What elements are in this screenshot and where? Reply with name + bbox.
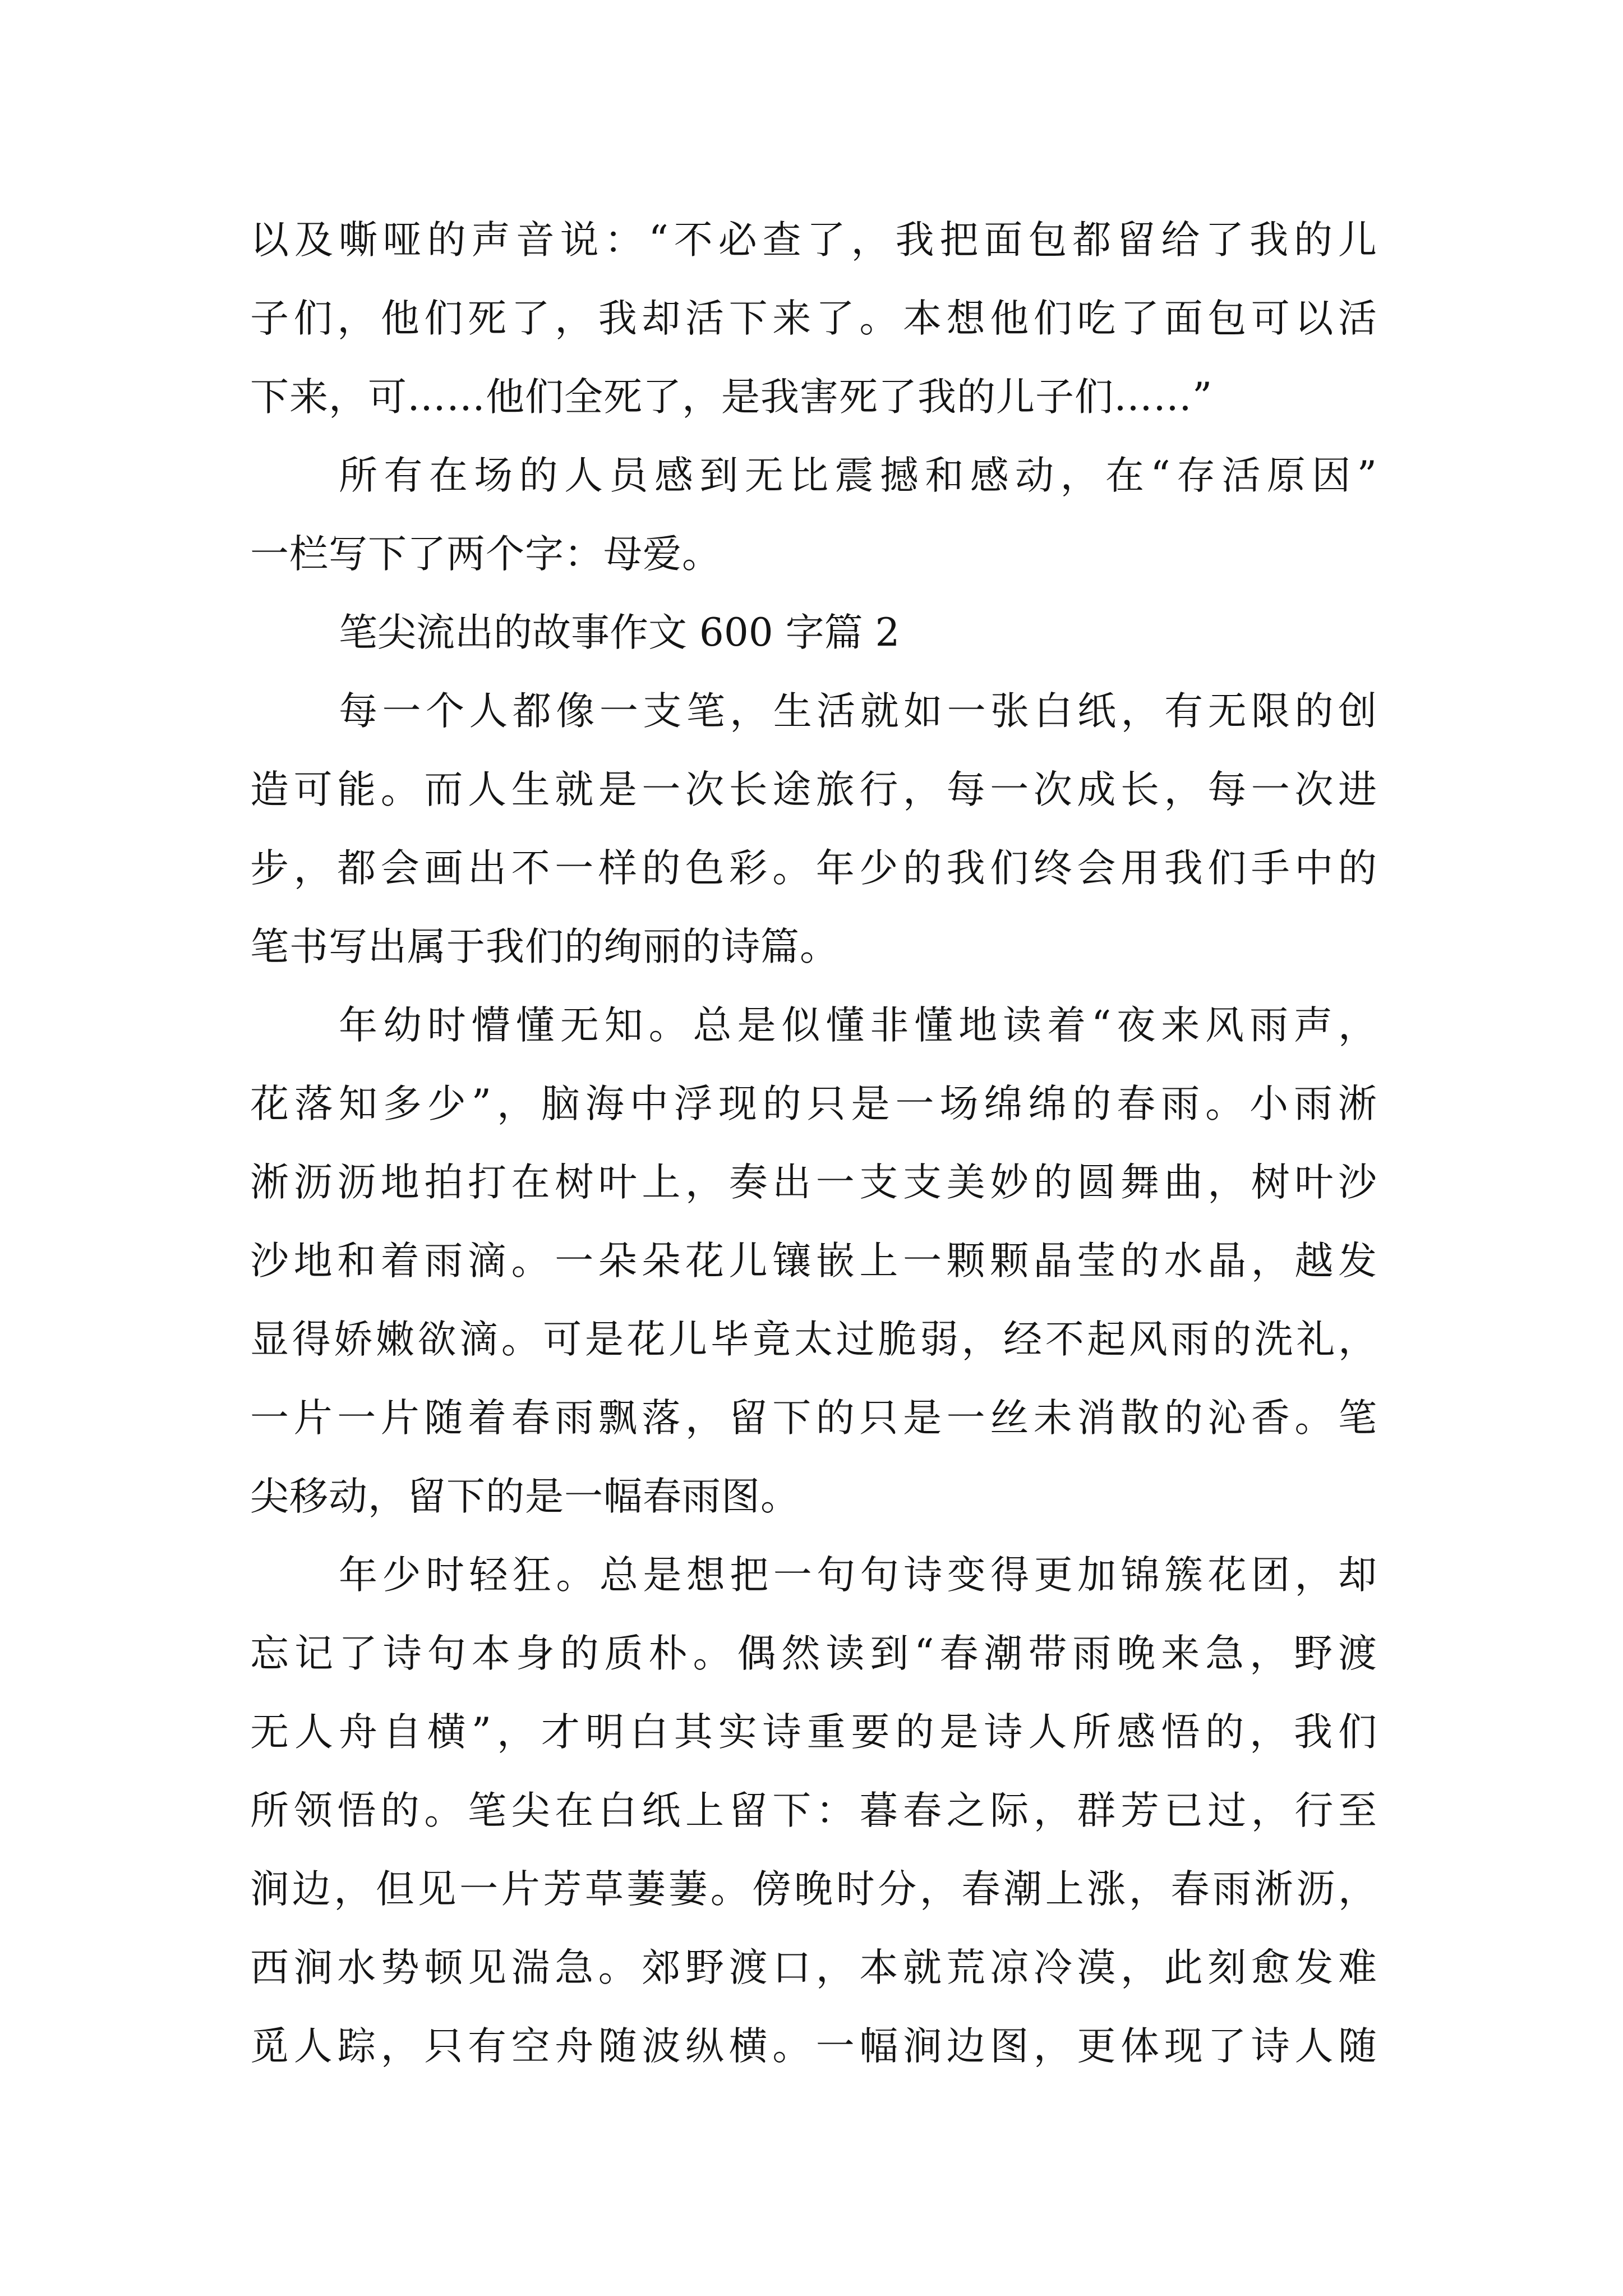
text-line: 尖移动，留下的是一幅春雨图。 — [250, 1474, 800, 1519]
text-line: 花落知多少”，脑海中浮现的只是一场绵绵的春雨。小雨淅 — [250, 1082, 1377, 1126]
text-line: 年少时轻狂。总是想把一句句诗变得更加锦簇花团，却 — [339, 1553, 1377, 1598]
text-line: 以及嘶哑的声音说：“不必查了，我把面包都留给了我的儿 — [250, 218, 1377, 263]
text-line: 下来，可……他们全死了，是我害死了我的儿子们……” — [250, 375, 1213, 420]
text-line: 每一个人都像一支笔，生活就如一张白纸，有无限的创 — [339, 689, 1377, 734]
text-line: 一片一片随着春雨飘落，留下的只是一丝未消散的沁香。笔 — [250, 1396, 1377, 1441]
text-line: 涧边，但见一片芳草萋萋。傍晚时分，春潮上涨，春雨淅沥， — [250, 1867, 1377, 1912]
text-line: 造可能。而人生就是一次长途旅行，每一次成长，每一次进 — [250, 767, 1377, 812]
text-line: 淅沥沥地拍打在树叶上，奏出一支支美妙的圆舞曲，树叶沙 — [250, 1160, 1377, 1205]
text-line: 步，都会画出不一样的色彩。年少的我们终会用我们手中的 — [250, 846, 1377, 891]
text-line: 一栏写下了两个字：母爱。 — [250, 532, 721, 577]
text-line: 笔书写出属于我们的绚丽的诗篇。 — [250, 924, 839, 969]
text-line: 所有在场的人员感到无比震撼和感动，在“存活原因” — [339, 453, 1377, 498]
section-heading: 笔尖流出的故事作文 600 字篇 2 — [339, 610, 900, 655]
text-line: 无人舟自横”，才明白其实诗重要的是诗人所感悟的，我们 — [250, 1710, 1377, 1755]
text-line: 忘记了诗句本身的质朴。偶然读到“春潮带雨晚来急，野渡 — [250, 1631, 1377, 1676]
text-line: 西涧水势顿见湍急。郊野渡口，本就荒凉冷漠，此刻愈发难 — [250, 1945, 1377, 1990]
text-line: 年幼时懵懂无知。总是似懂非懂地读着“夜来风雨声， — [339, 1003, 1377, 1048]
text-line: 显得娇嫩欲滴。可是花儿毕竟太过脆弱，经不起风雨的洗礼， — [250, 1317, 1377, 1362]
text-line: 所领悟的。笔尖在白纸上留下：暮春之际，群芳已过，行至 — [250, 1788, 1377, 1833]
text-line: 沙地和着雨滴。一朵朵花儿镶嵌上一颗颗晶莹的水晶，越发 — [250, 1239, 1377, 1283]
text-line: 觅人踪，只有空舟随波纵横。一幅涧边图，更体现了诗人随 — [250, 2024, 1377, 2069]
text-line: 子们，他们死了，我却活下来了。本想他们吃了面包可以活 — [250, 296, 1377, 341]
